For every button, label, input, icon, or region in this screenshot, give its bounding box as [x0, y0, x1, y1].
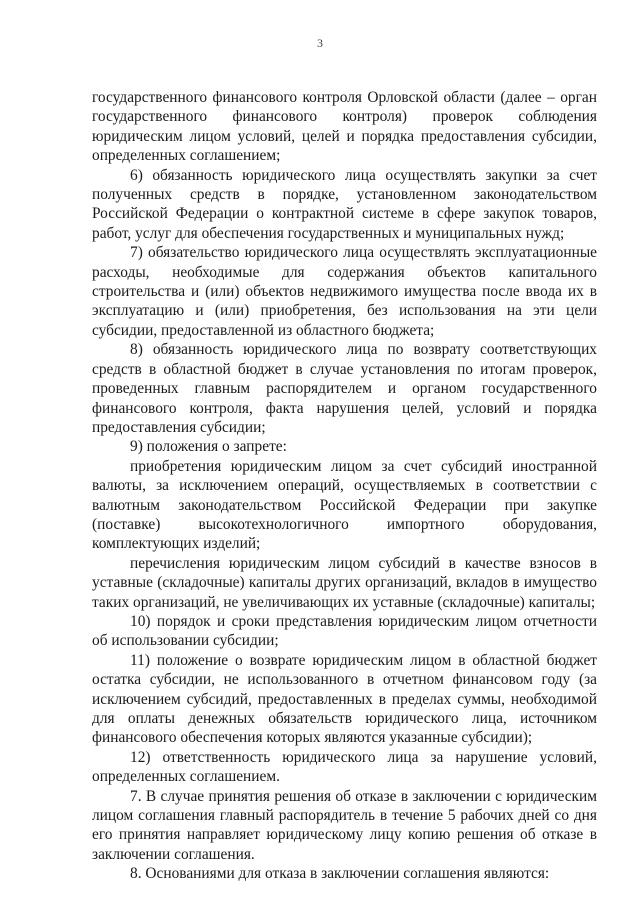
- paragraph-item-12: 12) ответственность юридического лица за нарушение условий, определенных соглашением.: [92, 748, 597, 786]
- paragraph-item-8: 8) обязанность юридического лица по возврату соответствующих средств в областной бюджет в случае установления по итогам проверок, проведенных главным распорядителем и органом государственного финансового контроля, факта нарушения целей, условий и порядка предоставления субсидии;: [92, 341, 597, 436]
- paragraph-item-10: 10) порядок и сроки представления юридическим лицом отчетности об использовании субсидии;: [92, 612, 597, 650]
- paragraph-item-9: 9) положения о запрете:: [130, 438, 287, 456]
- paragraph-item-9-contributions: перечисления юридическим лицом субсидий в качестве взносов в уставные (складочные) капиталы других организаций, вкладов в имущество таких организаций, не увеличивающих их уставные (складочные) капиталы;: [92, 554, 597, 611]
- document-body: [92, 88, 597, 884]
- page-number: 3: [317, 36, 323, 50]
- paragraph-continuation: государственного финансового контроля Орловской области (далее – орган государственного финансового контроля) проверок соблюдения юридическим лицом условий, целей и порядка предоставления субсидии, определенных соглашением;: [92, 89, 597, 165]
- paragraph-item-11: 11) положение о возврате юридическим лицом в областной бюджет остатка субсидии, не использованного в отчетном финансовом году (за исключением субсидий, предоставленных в пределах суммы, необходимой для оплаты денежных обязательств юридического лица, источником финансового обеспечения которых являются указанные субсидии);: [92, 651, 597, 747]
- paragraph-clause-8: 8. Основаниями для отказа в заключении соглашения являются:: [130, 865, 550, 883]
- paragraph-item-7: 7) обязательство юридического лица осуществлять эксплуатационные расходы, необходимые для содержания объектов капитального строительства и (или) объектов недвижимого имущества после ввода их в эксплуатацию и (или) приобретения, без использования на эти цели субсидии, предоставленной из областного бюджета;: [92, 244, 597, 339]
- paragraph-clause-7: 7. В случае принятия решения об отказе в заключении с юридическим лицом соглашения главный распорядитель в течение 5 рабочих дней со дня его принятия направляет юридическому лицу копию решения об отказе в заключении соглашения.: [92, 787, 597, 863]
- paragraph-item-9-currency: приобретения юридическим лицом за счет субсидий иностранной валюты, за исключением операций, осуществляемых в соответствии с валютным законодательством Российской Федерации при закупке (поставке) высокотехнологичного импортного оборудования, комплектующих изделий;: [92, 457, 597, 553]
- paragraph-item-6: 6) обязанность юридического лица осуществлять закупки за счет полученных средств в порядке, установленном законодательством Российской Федерации о контрактной системе в сфере закупок товаров, работ, услуг для обеспечения государственных и муниципальных нужд;: [92, 166, 597, 242]
